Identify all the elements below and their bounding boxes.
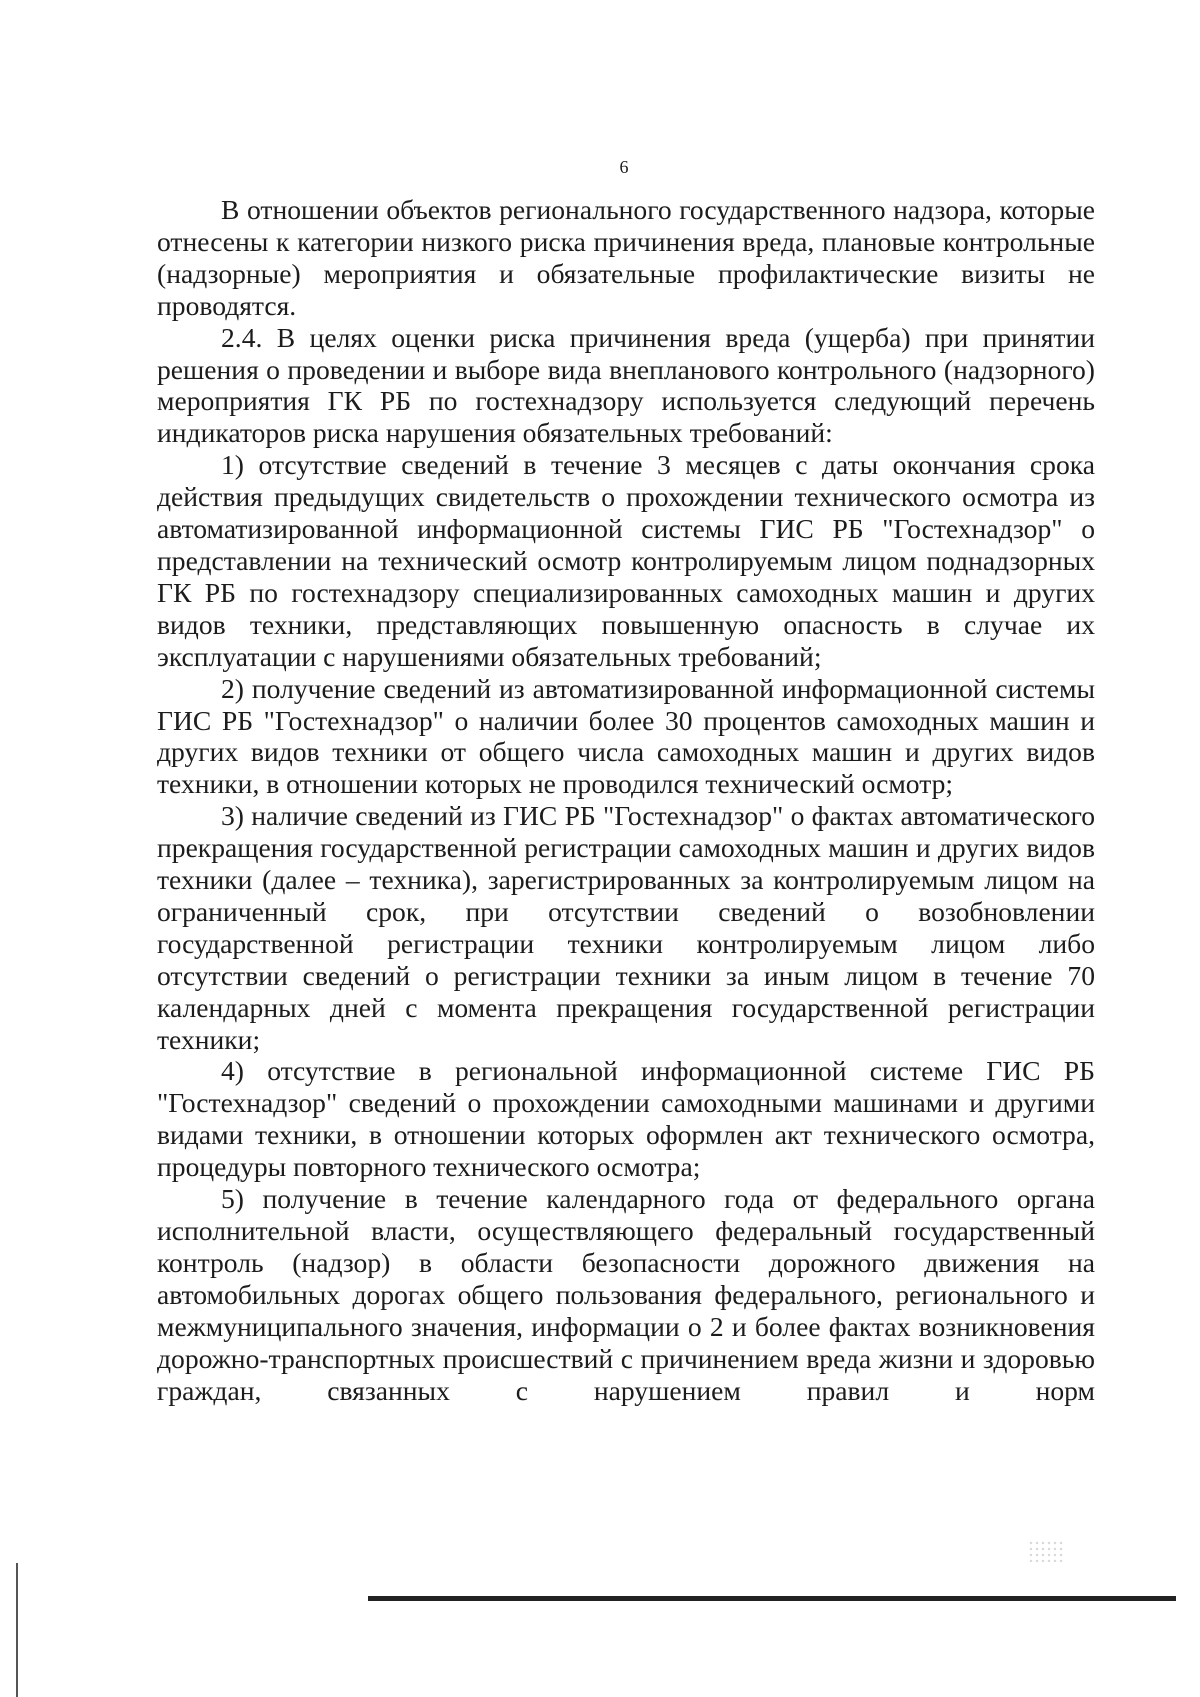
list-item-4: 4) отсутствие в региональной информационной системе ГИС РБ "Гостехнадзор" сведений о прохождении самоходными машинами и другими видами техники, в отношении которых оформлен акт технического осмотра, процедуры повторного технического осмотра; — [157, 1055, 1095, 1183]
page-number: 6 — [619, 157, 629, 177]
list-item-5: 5) получение в течение календарного года от федерального органа исполнительной власти, осуществляющего федеральный государственный контроль (надзор) в области безопасности дорожного движения на автомобильных дорогах общего пользования федерального, регионального и межмуниципального значения, информации о 2 и более фактах возникновения дорожно-транспортных происшествий с причинением вреда жизни и здоровью граждан, связанных с нарушением правил и норм — [157, 1183, 1095, 1406]
bottom-rule — [368, 1596, 1176, 1601]
list-item-2: 2) получение сведений из автоматизированной информационной системы ГИС РБ "Гостехнадзор" о наличии более 30 процентов самоходных машин и других видов техники от общего числа самоходных машин и других видов техники, в отношении которых не проводился технический осмотр; — [157, 672, 1095, 800]
list-item-3: 3) наличие сведений из ГИС РБ "Гостехнадзор" о фактах автоматического прекращения государственной регистрации самоходных машин и других видов техники (далее – техника), зарегистрированных за контролируемым лицом на ограниченный срок, при отсутствии сведений о возобновлении государственной регистрации техники контролируемым лицом либо отсутствии сведений о регистрации техники за иным лицом в течение 70 календарных дней с момента прекращения государственной регистрации техники; — [157, 800, 1095, 1055]
list-item-1: 1) отсутствие сведений в течение 3 месяцев с даты окончания срока действия предыдущих свидетельств о прохождении технического осмотра из автоматизированной информационной системы ГИС РБ "Гостехнадзор" о представлении на технический осмотр контролируемым лицом поднадзорных ГК РБ по гостехнадзору специализированных самоходных машин и других видов техники, представляющих повышенную опасность в случае их эксплуатации с нарушениями обязательных требований; — [157, 449, 1095, 672]
scan-margin-line — [16, 1563, 18, 1697]
paragraph-low-risk: В отношении объектов регионального государственного надзора, которые отнесены к категории низкого риска причинения вреда, плановые контрольные (надзорные) мероприятия и обязательные профилактические визиты не проводятся. — [157, 194, 1095, 321]
scan-speck — [1028, 1540, 1064, 1562]
document-body — [157, 194, 1095, 1406]
paragraph-2-4: 2.4. В целях оценки риска причинения вреда (ущерба) при принятии решения о проведении и выборе вида внепланового контрольного (надзорного) мероприятия ГК РБ по гостехнадзору используется следующий перечень индикаторов риска нарушения обязательных требований: — [157, 321, 1095, 449]
